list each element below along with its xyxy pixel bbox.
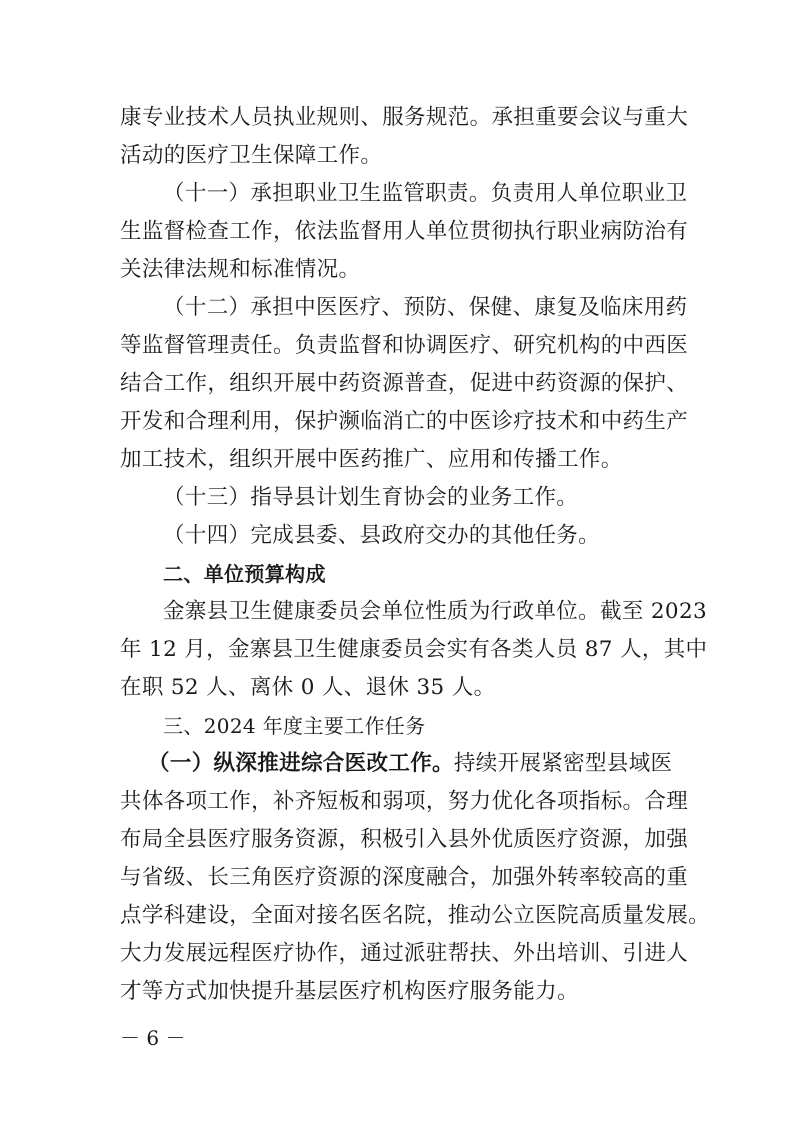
text-line: 加工技术，组织开展中医药推广、应用和传播工作。 [120, 447, 623, 472]
page-number: － 6 － [120, 1026, 186, 1050]
task-one-title: （一）纵深推进综合医改工作。 [148, 751, 454, 776]
text-line: 结合工作，组织开展中药资源普查，促进中药资源的保护、 [120, 371, 689, 396]
text-line: 年 12 月，金寨县卫生健康委员会实有各类人员 87 人，其中 [120, 637, 708, 662]
paragraph-11-start: （十一）承担职业卫生监管职责。负责用人单位职业卫 [163, 181, 688, 206]
text-line: 点学科建设，全面对接名医名院，推动公立医院高质量发展。 [120, 903, 710, 928]
text-line: 布局全县医疗服务资源，积极引入县外优质医疗资源，加强 [120, 827, 689, 852]
text-line: 开发和合理利用，保护濒临消亡的中医诊疗技术和中药生产 [120, 409, 689, 434]
text-line: 关法律法规和标准情况。 [120, 257, 361, 282]
paragraph-13: （十三）指导县计划生育协会的业务工作。 [163, 485, 579, 510]
paragraph-14: （十四）完成县委、县政府交办的其他任务。 [163, 523, 601, 548]
text-line: 与省级、长三角医疗资源的深度融合，加强外转率较高的重 [120, 865, 689, 890]
section-heading-tasks: 三、2024 年度主要工作任务 [163, 714, 426, 738]
text-line: 在职 52 人、离休 0 人、退休 35 人。 [120, 675, 496, 700]
task-one-text: 持续开展紧密型县域医 [453, 751, 673, 776]
paragraph-12-start: （十二）承担中医医疗、预防、保健、康复及临床用药 [163, 295, 688, 320]
text-line: 康专业技术人员执业规则、服务规范。承担重要会议与重大 [120, 105, 689, 130]
section-heading-budget: 二、单位预算构成 [163, 562, 326, 586]
text-line: 才等方式加快提升基层医疗机构医疗服务能力。 [120, 979, 579, 1004]
task-one-line [148, 749, 672, 779]
text-line: 共体各项工作，补齐短板和弱项，努力优化各项指标。合理 [120, 789, 689, 814]
text-line: 等监督管理责任。负责监督和协调医疗、研究机构的中西医 [120, 333, 689, 358]
text-line: 大力发展远程医疗协作，通过派驻帮扶、外出培训、引进人 [120, 941, 689, 966]
text-line: 活动的医疗卫生保障工作。 [120, 143, 383, 168]
budget-paragraph-start: 金寨县卫生健康委员会单位性质为行政单位。截至 2023 [163, 599, 708, 624]
text-line: 生监督检查工作，依法监督用人单位贯彻执行职业病防治有 [120, 219, 689, 244]
